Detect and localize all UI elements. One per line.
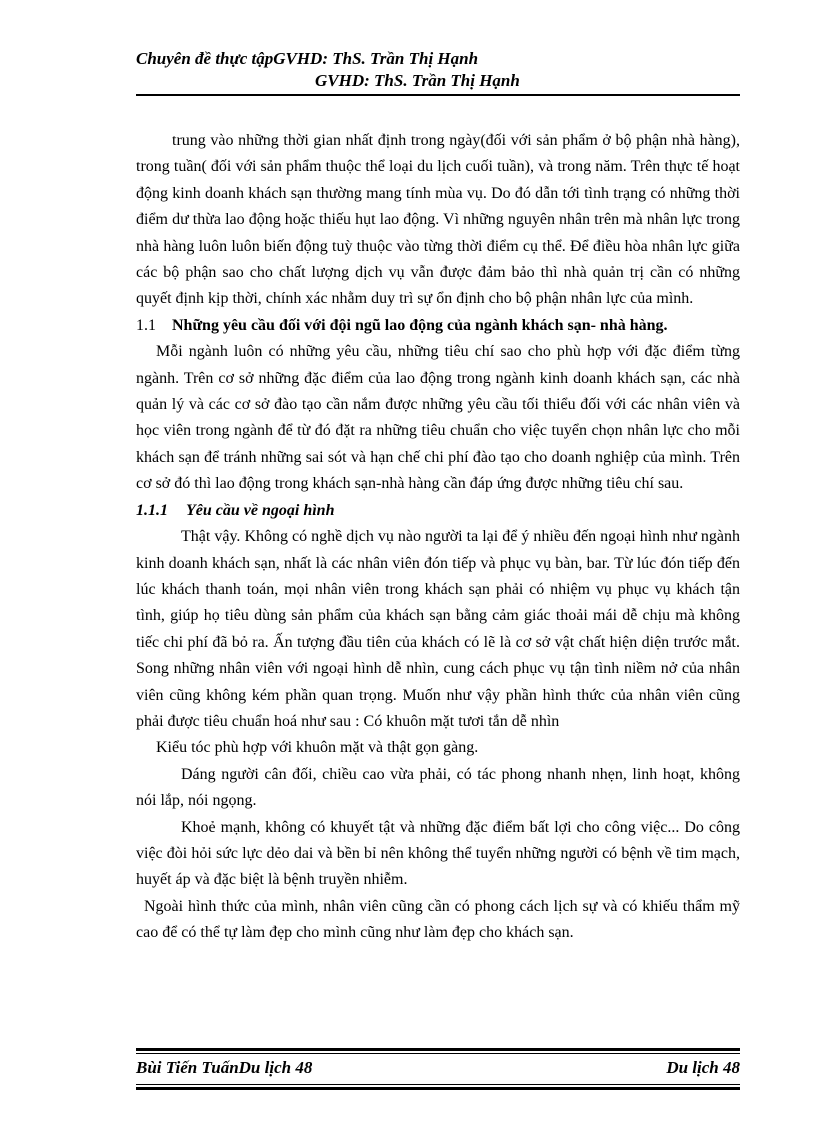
paragraph-5: Dáng người cân đối, chiều cao vừa phải, có tác phong nhanh nhẹn, linh hoạt, không nói lắp, nói ngọng. (136, 765, 740, 810)
header-line-2: GVHD: ThS. Trần Thị Hạnh (315, 71, 520, 90)
footer-rule-bottom-thick (136, 1087, 740, 1090)
footer-rule-top-thin (136, 1053, 740, 1054)
paragraph-6: Khoẻ mạnh, không có khuyết tật và những đặc điểm bất lợi cho công việc... Do công việc đòi hỏi sức lực dẻo dai và bền bỉ nên không thể tuyển những người có bệnh về tim mạch, huyết áp và đặc biệt là bệnh truyền nhiễm. (136, 818, 740, 889)
paragraph-1: trung vào những thời gian nhất định trong ngày(đối với sản phẩm ở bộ phận nhà hàng), trong tuần( đối với sản phẩm thuộc thể loại du lịch cuối tuần), và trong năm. Trên thực tế hoạt động kinh doanh khách sạn thường mang tính mùa vụ. Do đó dẫn tới tình trạng có những thời điểm dư thừa lao động hoặc thiếu hụt lao động. Vì những nguyên nhân trên mà nhân lực trong nhà hàng luôn luôn biến động tuỳ thuộc vào từng thời điểm cụ thể. Để điều hòa nhân lực giữa các bộ phận sao cho chất lượng dịch vụ vẫn được đảm bảo thì nhà quản trị cần có những quyết định kịp thời, chính xác nhằm duy trì sự ổn định cho bộ phận nhân lực của mình. (136, 132, 740, 308)
footer-right: Du lịch 48 (666, 1058, 740, 1077)
paragraph-3: Thật vậy. Không có nghề dịch vụ nào người ta lại để ý nhiều đến ngoại hình như ngành kinh doanh khách sạn, nhất là các nhân viên đón tiếp và phục vụ bàn, bar. Từ lúc đón tiếp đến lúc khách thanh toán, mọi nhân viên trong khách sạn phải có nhiệm vụ phục vụ khách tận tình, giúp họ tiêu dùng sản phẩm của khách sạn bằng cảm giác thoải mái dễ chịu mà không tiếc chi phí đã bỏ ra. Ấn tượng đầu tiên của khách có lẽ là cơ sở vật chất hiện diện trước mắt. Song những nhân viên với ngoại hình dễ nhìn, cung cách phục vụ tận tình niềm nở của nhân viên cũng không kém phần quan trọng. Muốn như vậy phần hình thức của nhân viên cũng phải được tiêu chuẩn hoá như sau : Có khuôn mặt tươi tắn dễ nhìn (136, 528, 740, 730)
subsection-heading (136, 498, 740, 524)
header-line-1: Chuyên đề thực tậpGVHD: ThS. Trần Thị Hạnh (136, 49, 479, 68)
page-footer (136, 1048, 740, 1090)
paragraph-2: Mỗi ngành luôn có những yêu cầu, những tiêu chí sao cho phù hợp với đặc điểm từng ngành. Trên cơ sở những đặc điểm của lao động trong ngành kinh doanh khách sạn, các nhà quản lý và các cơ sở đào tạo cần nắm được những yêu cầu tối thiểu đối với các nhân viên và học viên trong ngành để từ đó đặt ra những tiêu chuẩn cho việc tuyển chọn nhân lực cho mỗi khách sạn để tránh những sai sót và hạn chế chi phí đào tạo cho doanh nghiệp của mình. Trên cơ sở đó thì lao động trong khách sạn-nhà hàng cần đáp ứng được những tiêu chí sau. (136, 343, 740, 493)
section-title: Những yêu cầu đối với đội ngũ lao động của ngành khách sạn- nhà hàng. (172, 316, 668, 334)
footer-text (136, 1058, 740, 1078)
footer-rule-bottom-thin (136, 1084, 740, 1085)
footer-left: Bùi Tiến TuấnDu lịch 48 (136, 1058, 313, 1077)
subsection-title: Yêu cầu về ngoại hình (186, 501, 335, 519)
footer-rule-top-thick (136, 1048, 740, 1051)
section-number: 1.1 (136, 316, 156, 334)
page-header (136, 48, 740, 96)
paragraph-7: Ngoài hình thức của mình, nhân viên cũng cần có phong cách lịch sự và có khiếu thẩm mỹ cao để có thể tự làm đẹp cho mình cũng như làm đẹp cho khách sạn. (136, 897, 740, 942)
section-heading (136, 313, 740, 339)
page-body (136, 128, 740, 947)
subsection-number: 1.1.1 (136, 501, 168, 519)
paragraph-4: Kiểu tóc phù hợp với khuôn mặt và thật gọn gàng. (156, 739, 479, 757)
header-rule (136, 94, 740, 96)
